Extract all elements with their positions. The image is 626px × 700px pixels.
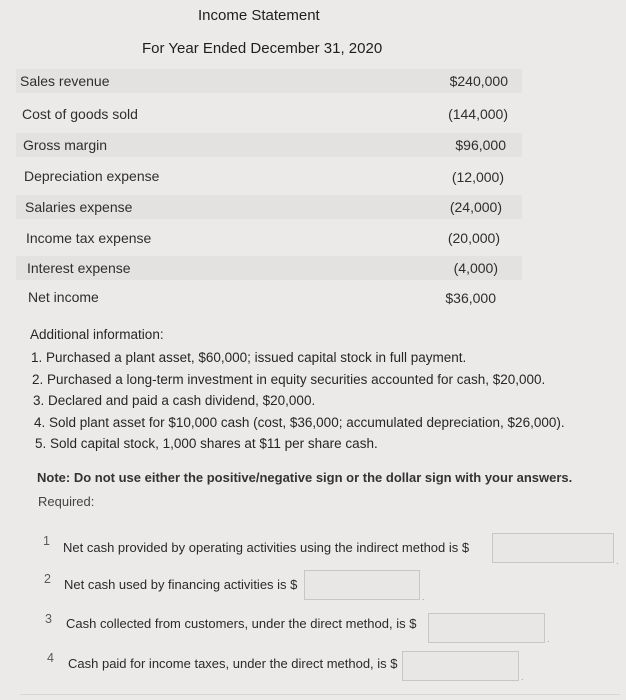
- statement-period: For Year Ended December 31, 2020: [142, 40, 383, 57]
- input-marker: .: [547, 634, 550, 644]
- row-label-interest-expense: Interest expense: [27, 260, 131, 276]
- answer-input-2[interactable]: [304, 570, 420, 600]
- question-number: 1: [43, 534, 50, 548]
- row-value-cost-of-goods-sold: (144,000): [448, 106, 508, 122]
- row-value-sales-revenue: $240,000: [449, 73, 508, 89]
- row-label-income-tax-expense: Income tax expense: [26, 230, 152, 246]
- row-label-salaries-expense: Salaries expense: [25, 199, 133, 215]
- answer-input-1[interactable]: [492, 533, 614, 563]
- question-number: 3: [45, 612, 52, 626]
- row-label-net-income: Net income: [28, 289, 99, 305]
- answer-input-4[interactable]: [402, 651, 519, 681]
- row-value-interest-expense: (4,000): [453, 260, 498, 276]
- statement-title: Income Statement: [198, 7, 320, 24]
- row-value-net-income: $36,000: [445, 290, 496, 306]
- question-number: 4: [47, 651, 54, 665]
- additional-info-item: 3. Declared and paid a cash dividend, $20,000.: [33, 393, 316, 408]
- row-value-salaries-expense: (24,000): [449, 199, 502, 215]
- answer-input-3[interactable]: [428, 613, 545, 643]
- row-value-depreciation-expense: (12,000): [451, 169, 504, 185]
- additional-info-item: 1. Purchased a plant asset, $60,000; issued capital stock in full payment.: [31, 350, 467, 365]
- required-label: Required:: [38, 494, 95, 509]
- additional-info-item: 4. Sold plant asset for $10,000 cash (cost, $36,000; accumulated depreciation, $26,000).: [34, 415, 565, 430]
- additional-info-item: 2. Purchased a long-term investment in equity securities accounted for cash, $20,000.: [32, 372, 546, 387]
- row-label-sales-revenue: Sales revenue: [20, 73, 110, 89]
- row-value-income-tax-expense: (20,000): [447, 230, 500, 246]
- answer-note: Note: Do not use either the positive/negative sign or the dollar sign with your answers.: [37, 470, 573, 485]
- question-text: Net cash used by financing activities is $: [64, 577, 298, 592]
- input-marker: .: [521, 672, 524, 682]
- input-marker: .: [422, 592, 425, 602]
- row-label-depreciation-expense: Depreciation expense: [24, 168, 160, 184]
- question-text: Cash collected from customers, under the direct method, is $: [66, 616, 417, 631]
- question-text: Net cash provided by operating activities using the indirect method is $: [63, 540, 470, 555]
- row-label-cost-of-goods-sold: Cost of goods sold: [22, 106, 138, 122]
- question-number: 2: [44, 572, 51, 586]
- additional-info-item: 5. Sold capital stock, 1,000 shares at $11 per share cash.: [35, 436, 378, 451]
- row-label-gross-margin: Gross margin: [23, 137, 108, 153]
- row-value-gross-margin: $96,000: [455, 137, 506, 153]
- bottom-divider: [20, 694, 620, 695]
- question-text: Cash paid for income taxes, under the direct method, is $: [68, 656, 398, 671]
- input-marker: .: [616, 556, 619, 566]
- additional-info-heading: Additional information:: [30, 327, 164, 342]
